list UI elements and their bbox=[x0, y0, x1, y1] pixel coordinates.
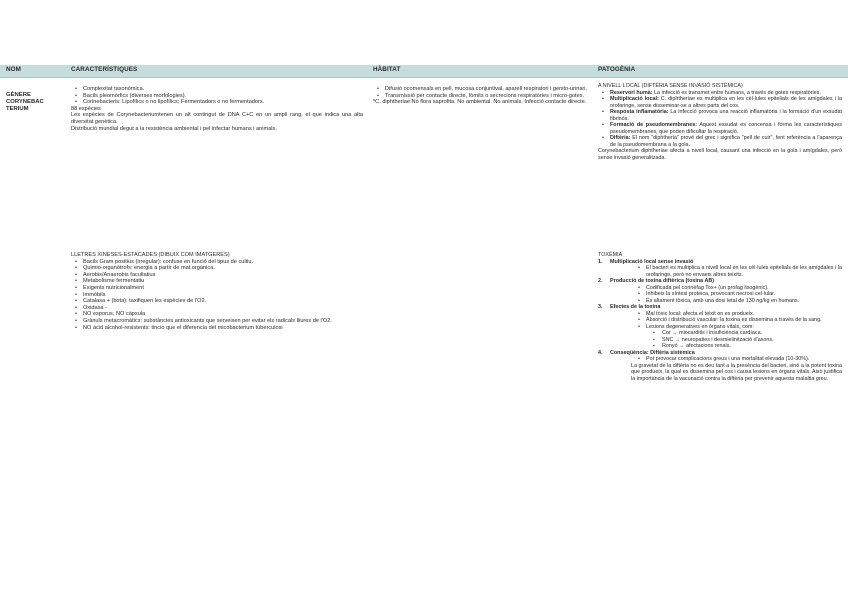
item-label: Diftèria: bbox=[610, 135, 631, 141]
list-item: • Oxidasa - bbox=[83, 305, 363, 312]
list-item: • Inhibeix la síntesi proteica, provocant necrosi cel·lular. bbox=[646, 291, 842, 298]
step-list bbox=[598, 311, 842, 331]
item-label: Multiplicació local: bbox=[610, 96, 659, 102]
list-item: • Aerobis/Anaerobis facultatius bbox=[83, 272, 363, 279]
list-item: • Catalasa + (bota): taxifiquen les espècies de l'O2. bbox=[83, 298, 363, 305]
item-label: Reservori humà: bbox=[610, 89, 653, 96]
genus-name-line: TERIUM bbox=[6, 106, 29, 112]
list-item: • Metabolisme fermentatiu bbox=[83, 278, 363, 285]
step-title: Conseqüència: Diftèria sistèmica bbox=[610, 349, 695, 356]
table-header bbox=[0, 65, 848, 78]
organ-list bbox=[598, 330, 842, 350]
step-number: 3. bbox=[598, 304, 603, 310]
step-number: 1. bbox=[598, 258, 603, 265]
list-item: • Exigents nutricionalment bbox=[83, 285, 363, 292]
toxemia-cell bbox=[598, 252, 842, 382]
header-patogenia: PATOGÈNIA bbox=[598, 66, 636, 73]
local-list bbox=[598, 90, 842, 149]
step-title: Efectes de la toxina bbox=[610, 304, 661, 310]
header-habitat: HÀBITAT bbox=[373, 66, 401, 73]
step-number: 4. bbox=[598, 349, 603, 356]
paragraph: *C. diphtheriae:No flora saprofita. No ambiental. No animals. Infecció contacte directe. bbox=[373, 99, 587, 106]
characteristics-list-2 bbox=[71, 259, 363, 332]
genus-name-line: CORYNEBAC bbox=[6, 99, 44, 105]
list-item: • Immòbils bbox=[83, 292, 363, 299]
list-item bbox=[610, 122, 842, 135]
genus-name bbox=[6, 92, 66, 113]
item-text: La infecció es transmet entre humans, a través de gotes respiratòries. bbox=[652, 89, 821, 96]
item-text: La infecció provoca una reacció inflamatòria i la formació d'un exsudat fibrinós. bbox=[610, 109, 842, 122]
header-caracteristiques: CARACTERÍSTIQUES bbox=[71, 66, 138, 73]
list-item: • Mal tòxic local: afecta el teixit on es produeix. bbox=[646, 311, 842, 318]
list-item: • Complexitat taxonòmica. bbox=[83, 86, 363, 93]
list-item: ▪ Ronyó → afectacions renals. bbox=[662, 343, 842, 350]
paragraph: Les espècies de Corynebacteriumtenen un alt contingut de DNA C+C en un ampli rang, el que indica una alta diversitat genètica. bbox=[71, 112, 363, 125]
item-text: C. diphtheriae es multiplica en les cèl·lules epitelials de les amígdales i la orofaringe, sense disseminar-se a altres parts del cos. bbox=[610, 96, 842, 109]
list-item bbox=[610, 96, 842, 109]
characteristics-cell bbox=[71, 86, 363, 132]
list-item bbox=[610, 135, 842, 148]
list-item: • Quimio-organòtrofs: energia a partir de mat.orgànica. bbox=[83, 265, 363, 272]
list-item: • El bacteri es multiplica a nivell local en les cèl·lules epitelials de les amígdales i la orofaringe, però no envaeix altres teixits. bbox=[646, 265, 842, 278]
habitat-list bbox=[373, 86, 588, 99]
list-item: • És altament tòxica, amb una dosi letal de 130 ng/kg en humans. bbox=[646, 298, 842, 305]
paragraph: Corynebacterium diphtheriae afecta a nivell local, causant una infecció en la gola i amígdales, però sense invasió generalitzada. bbox=[598, 148, 842, 161]
header-nom: NOM bbox=[6, 66, 21, 73]
genus-name-line: GÈNERE bbox=[6, 92, 31, 98]
step-number: 2. bbox=[598, 278, 603, 284]
list-item: • Difusió ocomensals en pell, mucosa conjuntival, aparell respiratori i genito-urinari. bbox=[385, 86, 588, 93]
pathogenesis-cell bbox=[598, 83, 842, 161]
list-item: • Transmissió per contacte directe, fòmits o secrecions respiratòries i micro-gotes. bbox=[385, 93, 588, 100]
habitat-cell bbox=[373, 86, 588, 106]
characteristics-list bbox=[71, 86, 363, 106]
item-label: Formació de pseudomembranes: bbox=[610, 122, 698, 128]
paragraph: Distribució mundial degut a la resistència ambiental i pel infectar humans i animals. bbox=[71, 125, 277, 132]
list-item: • NO esporus, NO càpsula bbox=[83, 311, 363, 318]
list-item: • Lesions degeneratives en òrgans vitals, com: bbox=[646, 324, 842, 331]
section-title: A NIVELL LOCAL (DIFTÈRIA SENSE INVASIÓ SISTÈMICA) bbox=[598, 83, 743, 89]
list-item: ▪ SNC → neuropaties i desmielinització d'axons. bbox=[662, 337, 842, 344]
paragraph: 88 espècies bbox=[71, 105, 101, 112]
list-item bbox=[610, 109, 842, 122]
paragraph: La gravetat de la diftèria no es deu tant a la presència del bacteri, sinó a la potent toxina que produeix, la qual es dissemina pel cos i causa lesions en òrgans vitals. Això justifica la importància de la vacunació contra la diftèria per prevenir aquesta malaltia greu. bbox=[631, 362, 842, 382]
list-item: • Bacils pleomòrfics (diverses morfologies). bbox=[83, 93, 363, 100]
item-text: Aquest exsudat es concensa i forma les característiques pseudomembranes, que poden dificultar la respiració. bbox=[610, 122, 842, 135]
list-item: • Codificada pel corinèfag Tox+ (un profag lisogènic). bbox=[646, 285, 842, 292]
list-item: • Absorció i distribució vascular: la toxina es dissemina a través de la sang. bbox=[646, 317, 842, 324]
list-item: • NO àcid alcohol-resistents: tincio que el diferencia del micobacterium tuberculosi bbox=[83, 325, 363, 332]
list-item: • Corinebacteris: Lipofílics o no lipofílics; Fermentadors o no fermentadors. bbox=[83, 99, 363, 106]
step-list bbox=[598, 285, 842, 305]
list-item: • Grànuls metacromàtics: substàncies antioxicants que serveixen per evitar els radicals lliures de l'O2. bbox=[83, 318, 363, 325]
step-title: Producció de toxina diftèrica (toxina AB) bbox=[610, 278, 715, 284]
characteristics-cell-2 bbox=[71, 252, 363, 331]
subtitle: LLETRES XINESES-ESTACADES (DIBUIX COM IMATGERES) bbox=[71, 252, 230, 258]
item-label: Resposta inflamatòria: bbox=[610, 109, 669, 115]
list-item: ▪ Cor → miocarditis i insuficiència cardíaca. bbox=[662, 330, 842, 337]
step-list bbox=[598, 265, 842, 278]
step-title: Multiplicació local sense invasió bbox=[610, 258, 694, 265]
list-item: • Pot provocar complicacions greus i una mortalitat elevada (10-30%). bbox=[646, 356, 842, 363]
list-item: • Bacils Gram positius (irregular): confuse en funció del tipus de cultiu. bbox=[83, 259, 363, 266]
section-title: TOXÈMIA bbox=[598, 252, 623, 258]
item-text: El nom "diphtheria" prové del grec i significa "pell de cuir", fent referència a l'aparença de la pseudomembrana a la gola. bbox=[610, 135, 842, 148]
